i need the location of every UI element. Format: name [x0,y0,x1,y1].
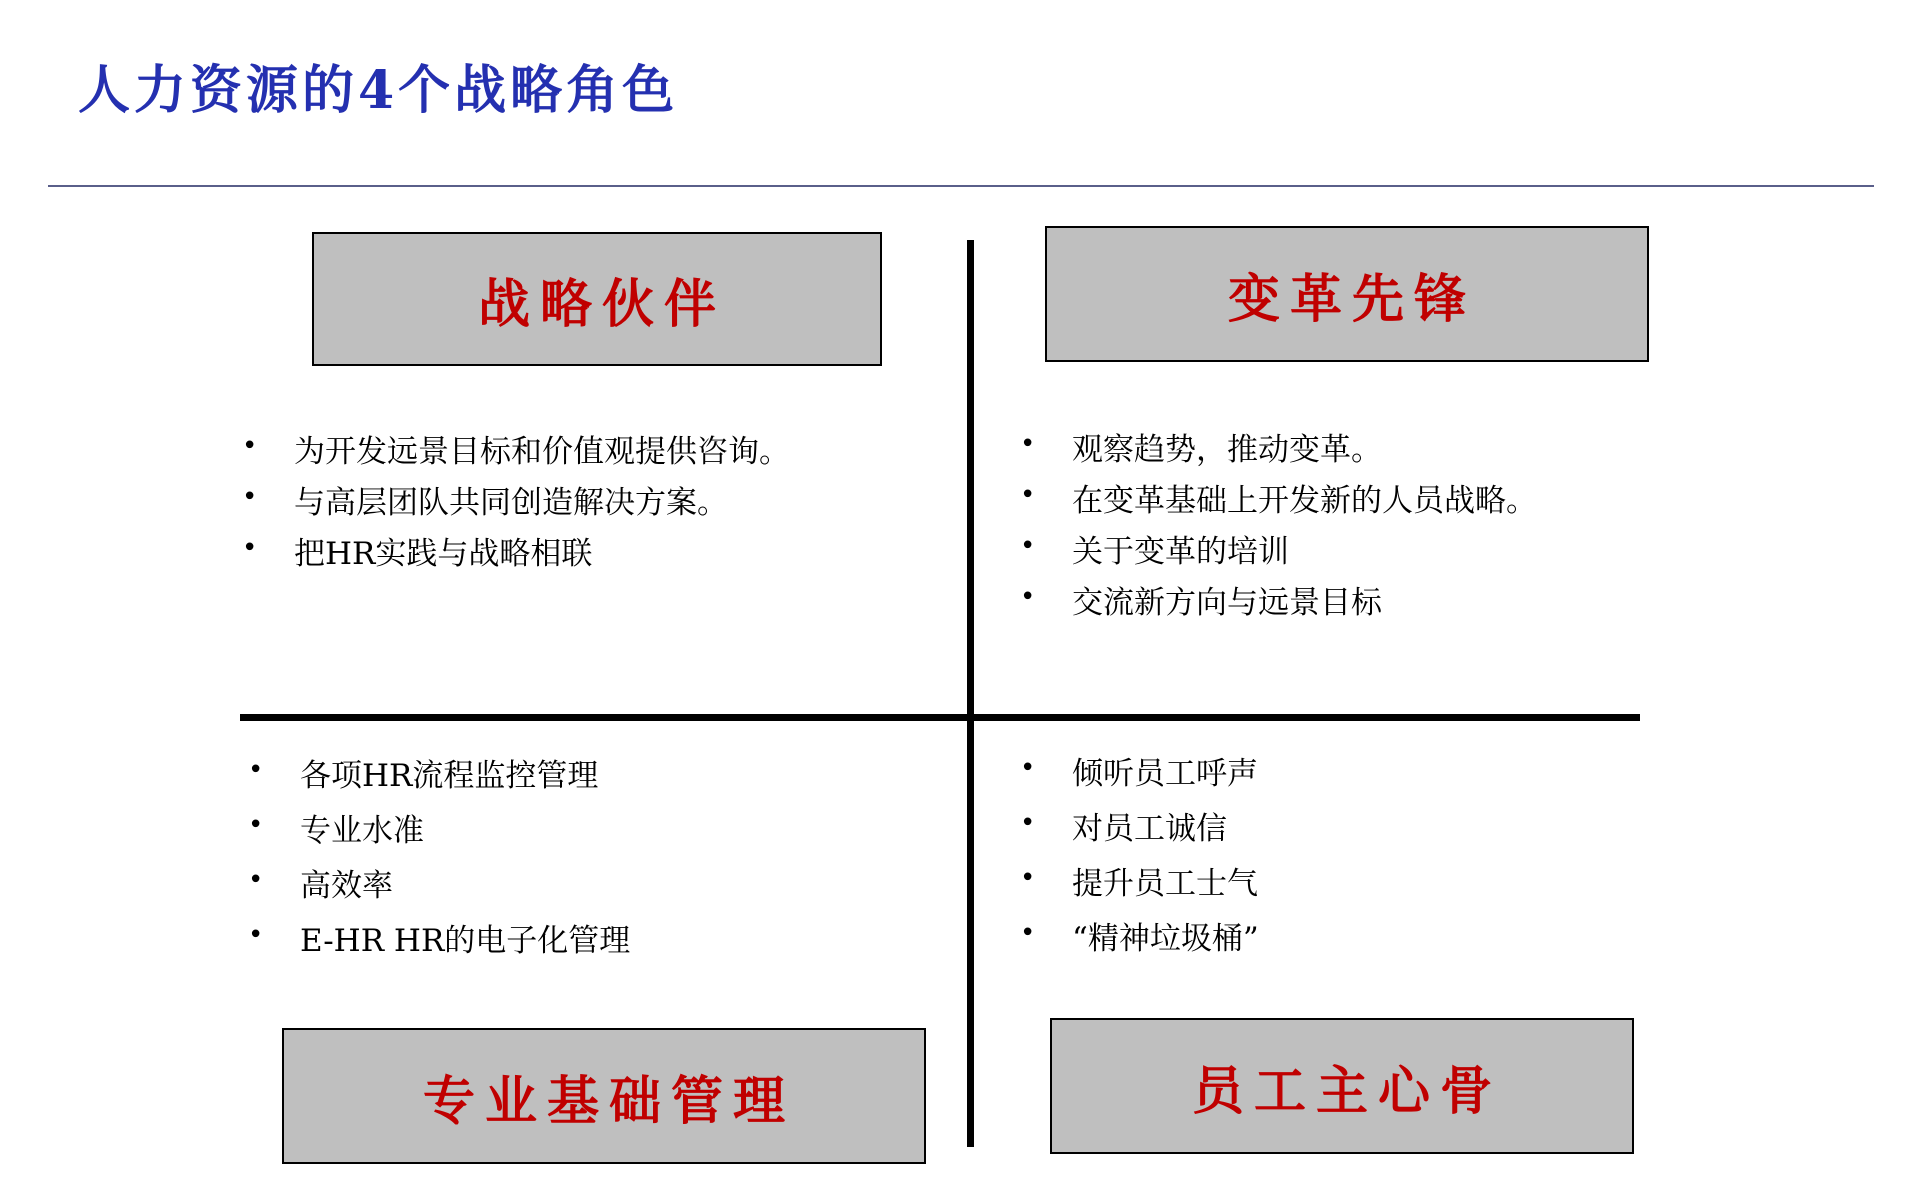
quadrant-bullets-bottom-right [1010,752,1710,972]
quadrant-heading-label: 变革先锋 [1227,268,1476,330]
list-item: • 与高层团队共同创造解决方案。 [232,481,932,526]
list-item: • 专业水准 [238,809,938,854]
page-title: 人力资源的4个战略角色 [78,60,679,121]
list-item: • 对员工诚信 [1010,807,1710,852]
list-item: • 为开发远景目标和价值观提供咨询。 [232,430,932,475]
title-divider [48,185,1874,187]
list-item: • 交流新方向与远景目标 [1010,581,1750,626]
list-item: • 提升员工士气 [1010,862,1710,907]
list-item: • 倾听员工呼声 [1010,752,1710,797]
quadrant-heading-label: 专业基础管理 [422,1070,795,1132]
list-item: • E-HR HR的电子化管理 [238,919,938,964]
quadrant-bullets-top-right [1010,428,1750,632]
quadrant-heading-label: 战略伙伴 [477,273,726,335]
quadrant-bullets-bottom-left [238,754,938,974]
quadrant-heading-change-agent [1045,226,1649,362]
quadrant-heading-strategic-partner [312,232,882,366]
quadrant-heading-employee-champion [1050,1018,1634,1154]
quadrant-heading-administrative-expert [282,1028,926,1164]
list-item: • 高效率 [238,864,938,909]
list-item: • 观察趋势，推动变革。 [1010,428,1750,473]
list-item: • 在变革基础上开发新的人员战略。 [1010,479,1750,524]
list-item: • “精神垃圾桶” [1010,917,1710,962]
quadrant-vertical-divider [967,240,974,1147]
quadrant-horizontal-divider [240,714,1640,721]
quadrant-bullets-top-left [232,430,932,583]
list-item: • 把HR实践与战略相联 [232,532,932,577]
list-item: • 各项HR流程监控管理 [238,754,938,799]
quadrant-heading-label: 员工主心骨 [1191,1060,1502,1122]
list-item: • 关于变革的培训 [1010,530,1750,575]
